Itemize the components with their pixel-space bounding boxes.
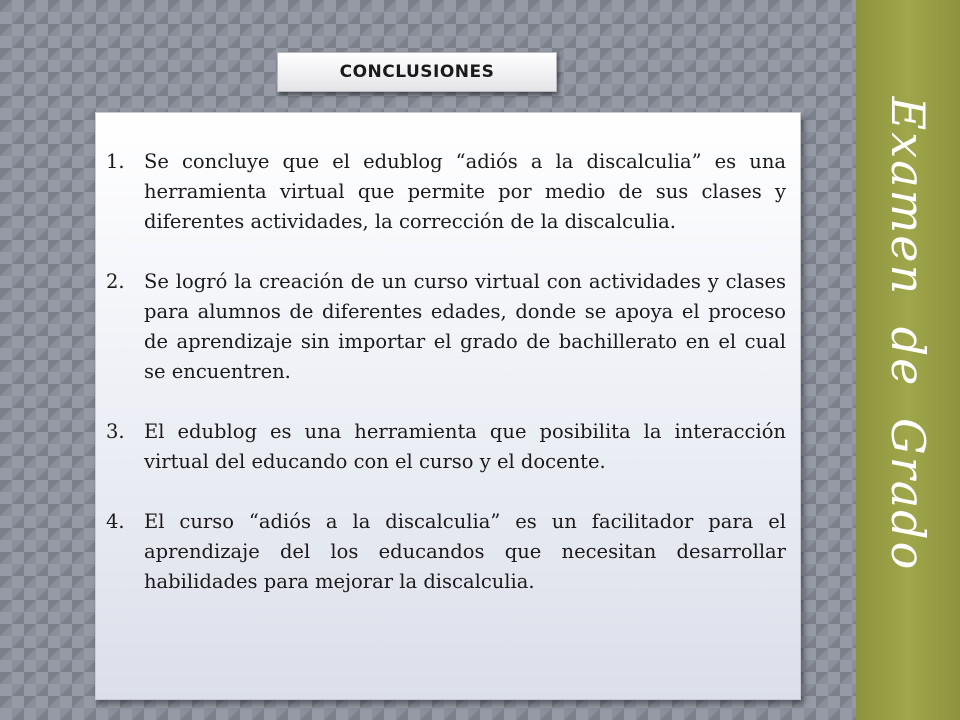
conclusion-number: 2. [106, 270, 125, 293]
conclusion-item [106, 147, 786, 237]
heading-box [277, 52, 557, 92]
conclusion-number: 4. [106, 510, 125, 533]
conclusion-text: El edublog es una herramienta que posibilita la interacción virtual del educando con el curso y el docente. [144, 420, 786, 473]
conclusion-text: El curso “adiós a la discalculia” es un facilitador para el aprendizaje del los educandos que necesitan desarrollar habilidades para mejorar la discalculia. [144, 510, 786, 593]
conclusion-list [106, 147, 786, 597]
conclusion-text: Se logró la creación de un curso virtual con actividades y clases para alumnos de diferentes edades, donde se apoya el proceso de aprendizaje sin importar el grado de bachillerato en el cual se encuentren. [144, 270, 786, 383]
side-title: Examen de Grado [881, 96, 935, 572]
conclusion-item [106, 267, 786, 387]
content-box [95, 112, 801, 700]
conclusion-item [106, 507, 786, 597]
slide-heading: CONCLUSIONES [339, 62, 495, 82]
conclusion-number: 1. [106, 150, 125, 173]
conclusion-number: 3. [106, 420, 125, 443]
side-panel [856, 0, 960, 720]
conclusion-text: Se concluye que el edublog “adiós a la discalculia” es una herramienta virtual que permite por medio de sus clases y diferentes actividades, la corrección de la discalculia. [144, 150, 786, 233]
conclusion-item [106, 417, 786, 477]
